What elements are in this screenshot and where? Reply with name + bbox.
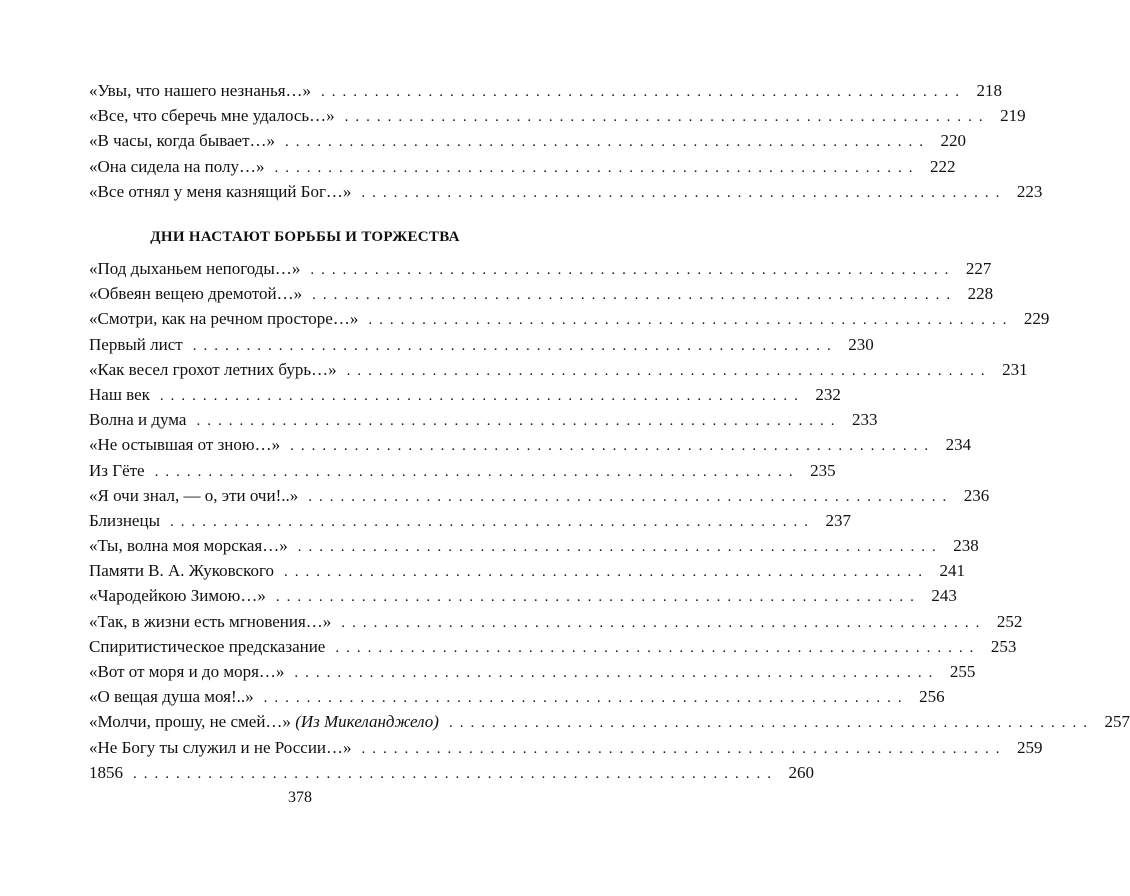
toc-list-section [89, 256, 1130, 785]
toc-entry-title: «Смотри, как на речном просторе…» [89, 309, 359, 329]
toc-dot-leader: ............................................................ [274, 159, 920, 176]
toc-entry [89, 684, 945, 709]
toc-entry-title: «В часы, когда бывает…» [89, 131, 276, 151]
toc-entry [89, 483, 990, 508]
toc-entry [89, 609, 1023, 634]
toc-dot-leader: ............................................................ [170, 513, 815, 530]
toc-entry-page: 231 [1002, 359, 1028, 379]
toc-dot-leader: ............................................................ [284, 564, 930, 581]
toc-entry [89, 281, 994, 306]
toc-dot-leader: ............................................................ [154, 463, 800, 480]
toc-entry-title: Памяти В. А. Жуковского [89, 561, 275, 581]
toc-dot-leader: ............................................................ [285, 134, 931, 151]
toc-entry-page: 253 [990, 636, 1017, 656]
section-heading: ДНИ НАСТАЮТ БОРЬБЫ И ТОРЖЕСТВА [150, 229, 460, 245]
toc-entry [89, 659, 976, 684]
toc-dot-leader: ............................................................ [368, 312, 1014, 329]
toc-entry-page: 257 [1104, 712, 1130, 732]
toc-entry-title: «О вещая душа моя!..» [89, 687, 254, 707]
toc-dot-leader: ............................................................ [275, 589, 921, 606]
toc-entry-title: Близнецы [89, 510, 160, 530]
toc-entry [89, 760, 814, 785]
toc-dot-leader: ............................................................ [310, 262, 956, 278]
toc-dot-leader: ............................................................ [308, 488, 954, 505]
toc-entry-title: «Не Богу ты служил и не России…» [89, 737, 352, 757]
toc-entry [89, 103, 1026, 128]
toc-entry-page: 241 [939, 561, 966, 581]
toc-entry [89, 558, 966, 583]
toc-list-before [89, 78, 1043, 204]
toc-entry-page: 227 [965, 259, 992, 278]
toc-entry-title: «Она сидела на полу…» [89, 156, 265, 176]
toc-entry-page: 256 [919, 687, 945, 707]
toc-dot-leader: ............................................................ [312, 287, 958, 304]
toc-entry [89, 634, 1017, 659]
toc-entry-title: Первый лист [89, 334, 183, 354]
toc-entry-title [89, 709, 439, 734]
toc-entry-note: (Из Микеланджело) [295, 712, 439, 732]
toc-entry [89, 709, 1130, 734]
toc-dot-leader: ............................................................ [297, 539, 943, 556]
toc-entry-title: Наш век [89, 384, 150, 404]
toc-dot-leader: ............................................................ [294, 665, 940, 681]
toc-entry-page: 232 [815, 384, 841, 404]
toc-dot-leader: ............................................................ [263, 690, 909, 707]
toc-entry-title: «Не остывшая от зною…» [89, 435, 281, 455]
toc-entry-page: 230 [848, 334, 874, 354]
toc-dot-leader: ............................................................ [196, 413, 842, 430]
toc-entry [89, 407, 878, 432]
toc-entry [89, 78, 1003, 103]
toc-entry-title-main: «Молчи, прошу, не смей…» [89, 712, 291, 732]
toc-dot-leader: ............................................................ [335, 639, 981, 656]
toc-entry [89, 458, 836, 483]
toc-entry-page: 233 [851, 410, 878, 430]
toc-entry-title: «Я очи знал, — о, эти очи!..» [89, 485, 299, 505]
toc-entry-title: «Все отнял у меня казнящий Бог…» [89, 181, 352, 201]
toc-entry [89, 583, 957, 608]
toc-entry-page: 220 [940, 131, 967, 151]
toc-entry-title: «Под дыханьем непогоды…» [89, 259, 301, 278]
toc-dot-leader: ............................................................ [341, 614, 987, 631]
toc-dot-leader: ............................................................ [361, 740, 1007, 757]
toc-dot-leader: ............................................................ [346, 362, 992, 379]
toc-entry-page: 236 [963, 485, 990, 505]
toc-entry-title: «Увы, что нашего незнанья…» [89, 81, 312, 100]
toc-entry-page: 243 [931, 586, 957, 606]
toc-dot-leader: ............................................................ [159, 387, 805, 404]
toc-dot-leader: ............................................................ [448, 715, 1094, 732]
toc-dot-leader: ............................................................ [290, 438, 936, 455]
toc-entry [89, 382, 841, 407]
toc-dot-leader: ............................................................ [321, 84, 967, 100]
toc-entry-title: «Так, в жизни есть мгновения…» [89, 611, 332, 631]
toc-entry [89, 332, 874, 357]
toc-entry-title: «Вот от моря и до моря…» [89, 662, 285, 681]
toc-dot-leader: ............................................................ [192, 337, 838, 354]
toc-entry-title: «Обвеян вещею дремотой…» [89, 284, 303, 304]
toc-entry-page: 259 [1017, 737, 1043, 757]
toc-entry [89, 256, 992, 281]
toc-entry-title: «Ты, волна моя морская…» [89, 536, 288, 556]
toc-entry-page: 234 [945, 435, 972, 455]
toc-entry-page: 218 [976, 81, 1003, 100]
toc-entry [89, 128, 967, 153]
toc-entry-title: «Все, что сберечь мне удалось…» [89, 106, 335, 126]
toc-entry [89, 735, 1043, 760]
toc-entry [89, 432, 972, 457]
toc-entry-page: 229 [1023, 309, 1050, 329]
toc-entry-page: 237 [825, 510, 851, 530]
toc-entry-title: 1856 [89, 762, 123, 782]
toc-entry-title: Волна и дума [89, 410, 187, 430]
toc-entry-title: Из Гёте [89, 460, 145, 480]
toc-entry-page: 222 [930, 156, 956, 176]
toc-entry-title: Спиритистическое предсказание [89, 636, 326, 656]
toc-entry [89, 357, 1028, 382]
page-number: 378 [288, 789, 312, 806]
toc-dot-leader: ............................................................ [133, 765, 778, 782]
toc-entry [89, 306, 1050, 331]
toc-entry-page: 252 [996, 611, 1023, 631]
toc-entry-page: 238 [953, 536, 979, 556]
toc-entry-page: 255 [949, 662, 976, 681]
toc-dot-leader: ............................................................ [344, 109, 990, 126]
toc-dot-leader: ............................................................ [361, 184, 1007, 201]
toc-entry-title: «Как весел грохот летних бурь…» [89, 359, 337, 379]
toc-entry-page: 219 [1000, 106, 1026, 126]
toc-entry-page: 260 [788, 762, 814, 782]
toc-entry-page: 235 [810, 460, 836, 480]
toc-entry [89, 154, 956, 179]
toc-entry [89, 179, 1043, 204]
toc-entry-title: «Чародейкою Зимою…» [89, 586, 266, 606]
toc-entry [89, 533, 979, 558]
toc-entry-page: 228 [967, 284, 994, 304]
toc-entry-page: 223 [1016, 181, 1043, 201]
toc-entry [89, 508, 851, 533]
